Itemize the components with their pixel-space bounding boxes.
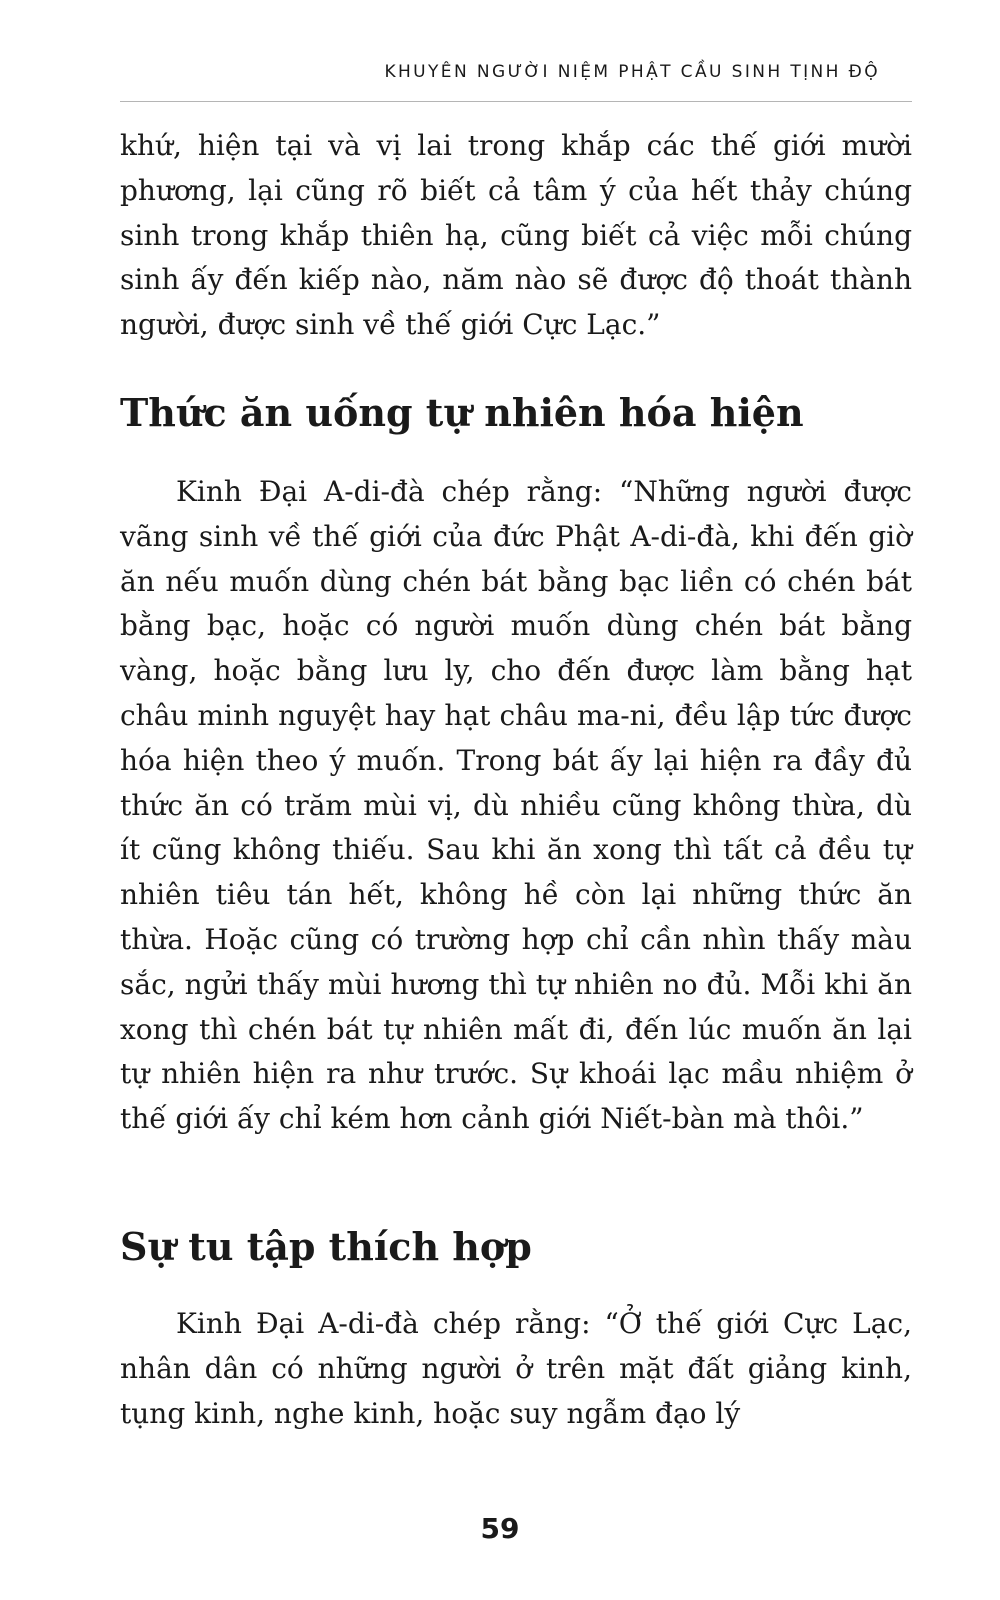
running-header: KHUYÊN NGƯỜI NIỆM PHẬT CẦU SINH TỊNH ĐỘ [384,62,880,82]
paragraph-food: Kinh Đại A-di-đà chép rằng: “Những người được vãng sinh về thế giới của đức Phật A-di-đà, khi đến giờ ăn nếu muốn dùng chén bát bằng bạc liền có chén bát bằng bạc, hoặc có người muốn dùng chén bát bằng vàng, hoặc bằng lưu ly, cho đến được làm bằng hạt châu minh nguyệt hay hạt châu ma-ni, đều lập tức được hóa hiện theo ý muốn. Trong bát ấy lại hiện ra đầy đủ thức ăn có trăm mùi vị, dù nhiều cũng không thừa, dù ít cũng không thiếu. Sau khi ăn xong thì tất cả đều tự nhiên tiêu tán hết, không hề còn lại những thức ăn thừa. Hoặc cũng có trường hợp chỉ cần nhìn thấy màu sắc, ngửi thấy mùi hương thì tự nhiên no đủ. Mỗi khi ăn xong thì chén bát tự nhiên mất đi, đến lúc muốn ăn lại tự nhiên hiện ra như trước. Sự khoái lạc mầu nhiệm ở thế giới ấy chỉ kém hơn cảnh giới Niết-bàn mà thôi.” [120,475,912,1136]
paragraph-continuation: khứ, hiện tại và vị lai trong khắp các thế giới mười phương, lại cũng rõ biết cả tâm ý của hết thảy chúng sinh trong khắp thiên hạ, cũng biết cả việc mỗi chúng sinh ấy đến kiếp nào, năm nào sẽ được độ thoát thành người, được sinh về thế giới Cực Lạc.” [120,129,912,342]
page-number: 59 [480,1512,520,1545]
header-divider [120,101,912,102]
section-heading-practice: Sự tu tập thích hợp [120,1224,532,1269]
section-heading-food: Thức ăn uống tự nhiên hóa hiện [120,390,804,435]
paragraph-practice: Kinh Đại A-di-đà chép rằng: “Ở thế giới Cực Lạc, nhân dân có những người ở trên mặt đất giảng kinh, tụng kinh, nghe kinh, hoặc suy ngẫm đạo lý [120,1307,912,1430]
